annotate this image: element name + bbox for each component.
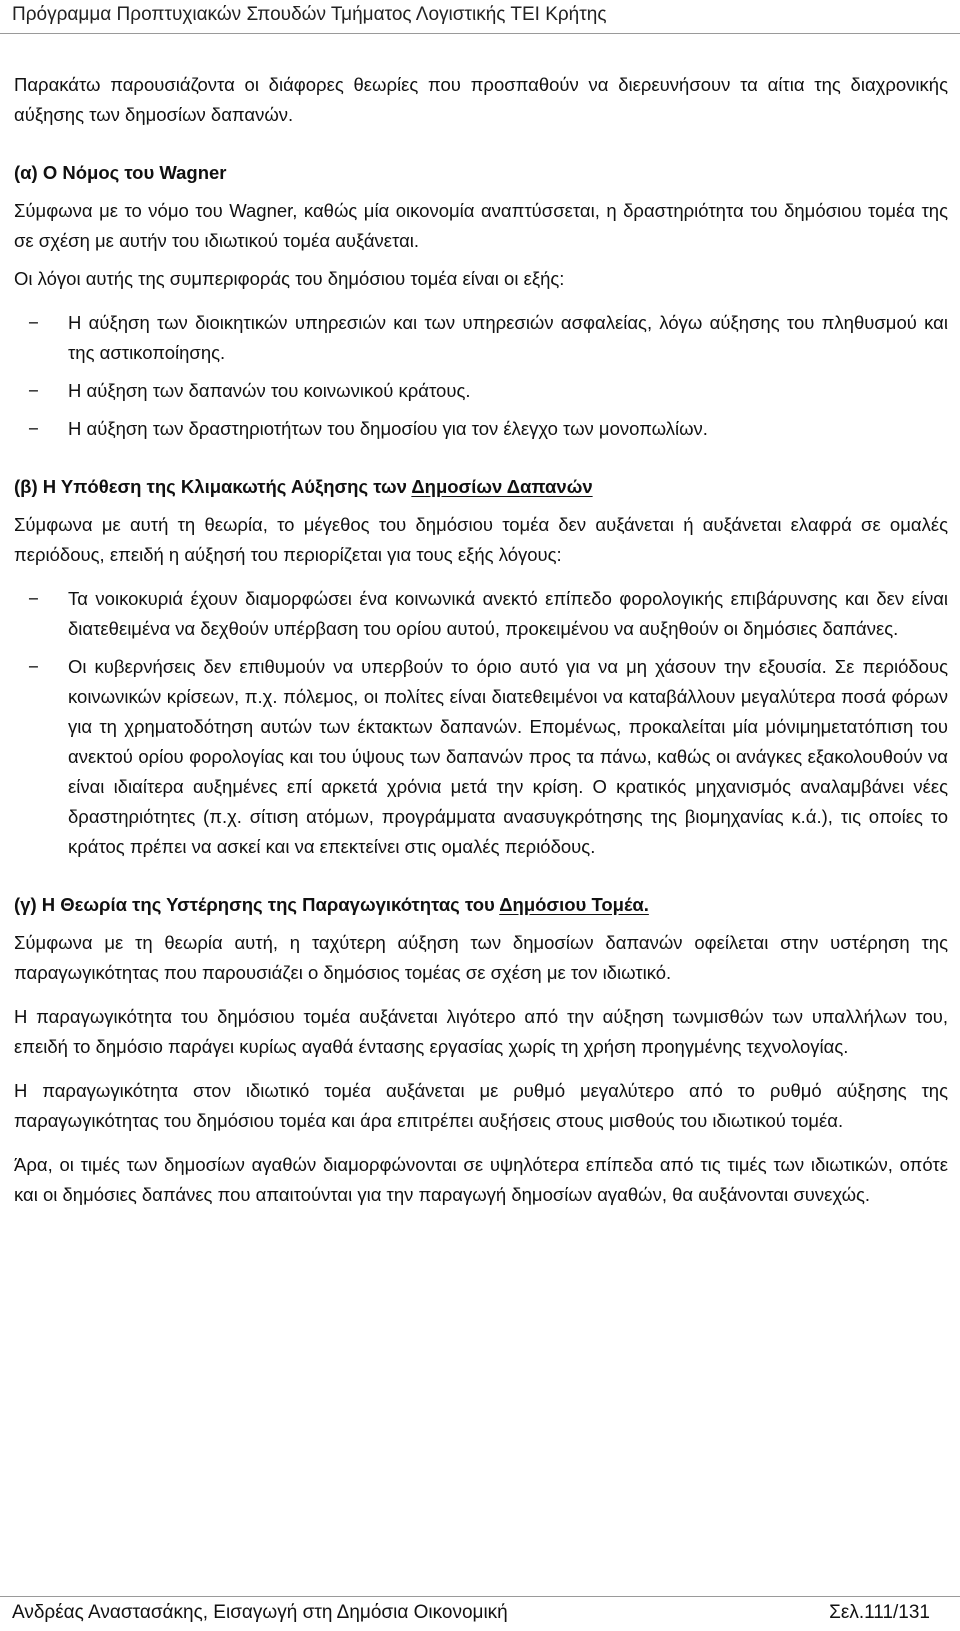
section-c-paragraph-1: Σύμφωνα με τη θεωρία αυτή, η ταχύτερη αύξηση των δημοσίων δαπανών οφείλεται στην υστέρηση της παραγωγικότητας που παρουσιάζει ο δημόσιος τομέας σε σχέση με τον ιδιωτικό.	[14, 932, 948, 983]
section-c-paragraph-2: Η παραγωγικότητα του δημόσιου τομέα αυξάνεται λιγότερο από την αύξηση τωνμισθών των υπαλλήλων του, επειδή το δημόσιο παράγει κυρίως αγαθά έντασης εργασίας χωρίς τη χρήση προηγμένης τεχνολογίας.	[14, 1006, 948, 1057]
section-c-heading-text: (γ) Η Θεωρία της Υστέρησης της Παραγωγικότητας του	[14, 894, 500, 915]
intro-paragraph: Παρακάτω παρουσιάζοντα οι διάφορες θεωρίες που προσπαθούν να διερευνήσουν τα αίτια της διαχρονικής αύξησης των δημοσίων δαπανών.	[14, 74, 948, 125]
section-b-paragraph-1: Σύμφωνα με αυτή τη θεωρία, το μέγεθος του δημόσιου τομέα δεν αυξάνεται ή αυξάνεται ελαφρά σε ομαλές περιόδους, επειδή η αύξησή του περιορίζεται για τους εξής λόγους:	[14, 514, 948, 565]
section-a-heading: (α) Ο Νόμος του Wagner	[14, 162, 227, 183]
page-number: Σελ.111/131	[829, 1602, 930, 1623]
list-item	[14, 376, 948, 406]
section-b-heading-text: (β) Η Υπόθεση της Κλιμακωτής Αύξησης των	[14, 476, 412, 497]
section-c-heading	[14, 890, 948, 920]
list-item-text: Η αύξηση των δραστηριοτήτων του δημοσίου για τον έλεγχο των μονοπωλίων.	[68, 418, 708, 439]
section-b-heading-underlined: Δημοσίων Δαπανών	[411, 476, 593, 497]
list-item-text: Τα νοικοκυριά έχουν διαμορφώσει ένα κοινωνικά ανεκτό επίπεδο φορολογικής επιβάρυνσης και δεν είναι διατεθειμένα να δεχθούν υπέρβαση του ορίου αυτού, προκειμένου να αυξηθούν οι δημόσιες δαπάνες.	[68, 588, 948, 639]
section-b-heading	[14, 472, 948, 502]
list-item	[14, 652, 948, 862]
footer-author-title: Ανδρέας Αναστασάκης, Εισαγωγή στη Δημόσια Οικονομική	[12, 1602, 508, 1623]
dash-bullet: −	[28, 312, 39, 333]
section-a-bullet-list	[14, 308, 948, 444]
list-item	[14, 584, 948, 644]
list-item-text: Οι κυβερνήσεις δεν επιθυμούν να υπερβούν το όριο αυτό για να μη χάσουν την εξουσία. Σε περιόδους κοινωνικών κρίσεων, π.χ. πόλεμος, οι πολίτες είναι διατεθειμένοι να καταβάλλουν μεγαλύτερα ποσά φόρων για τη χρηματοδότηση αυτών των έκτακτων δαπανών. Επομένως, προκαλείται μία μόνιμημετατόπιση του ανεκτού ορίου φορολογίας και του ύψους των δαπανών προς τα πάνω, καθώς οι ανάγκες εξακολουθούν να είναι ιδιαίτερα αυξημένες επί αρκετά χρόνια μετά την κρίση. Ο κρατικός μηχανισμός αναλαμβάνει νέες δραστηριότητες (π.χ. σίτιση ατόμων, προγράμματα ανασυγκρότησης της βιομηχανίας κ.ά.), τις οποίες το κράτος πρέπει να ασκεί και να επεκτείνει στις ομαλές περιόδους.	[68, 656, 948, 857]
list-item	[14, 308, 948, 368]
section-a-paragraph-2: Οι λόγοι αυτής της συμπεριφοράς του δημόσιου τομέα είναι οι εξής:	[14, 268, 565, 289]
list-item-text: Η αύξηση των διοικητικών υπηρεσιών και των υπηρεσιών ασφαλείας, λόγω αύξησης του πληθυσμού και της αστικοποίησης.	[68, 312, 948, 363]
list-item-text: Η αύξηση των δαπανών του κοινωνικού κράτους.	[68, 380, 471, 401]
dash-bullet: −	[28, 656, 39, 677]
list-item	[14, 414, 948, 444]
section-a-paragraph-1: Σύμφωνα με το νόμο του Wagner, καθώς μία οικονομία αναπτύσσεται, η δραστηριότητα του δημόσιου τομέα της σε σχέση με αυτήν του ιδιωτικού τομέα αυξάνεται.	[14, 200, 948, 251]
dash-bullet: −	[28, 418, 39, 439]
dash-bullet: −	[28, 380, 39, 401]
section-c-heading-underlined: Δημόσιου Τομέα.	[499, 894, 649, 915]
dash-bullet: −	[28, 588, 39, 609]
page-header	[0, 0, 960, 34]
document-body	[14, 70, 948, 1210]
section-c-paragraph-4: Άρα, οι τιμές των δημοσίων αγαθών διαμορφώνονται σε υψηλότερα επίπεδα από τις τιμές των ιδιωτικών, οπότε και οι δημόσιες δαπάνες που απαιτούνται για την παραγωγή δημοσίων αγαθών, θα αυξάνονται συνεχώς.	[14, 1154, 948, 1205]
header-title: Πρόγραμμα Προπτυχιακών Σπουδών Τμήματος Λογιστικής ΤΕΙ Κρήτης	[12, 4, 607, 25]
section-b-bullet-list	[14, 584, 948, 862]
section-c-paragraph-3: Η παραγωγικότητα στον ιδιωτικό τομέα αυξάνεται με ρυθμό μεγαλύτερο από το ρυθμό αύξησης της παραγωγικότητας του δημόσιου τομέα και άρα επιτρέπει αυξήσεις στους μισθούς του ιδιωτικού τομέα.	[14, 1080, 948, 1131]
page-footer	[0, 1596, 960, 1631]
